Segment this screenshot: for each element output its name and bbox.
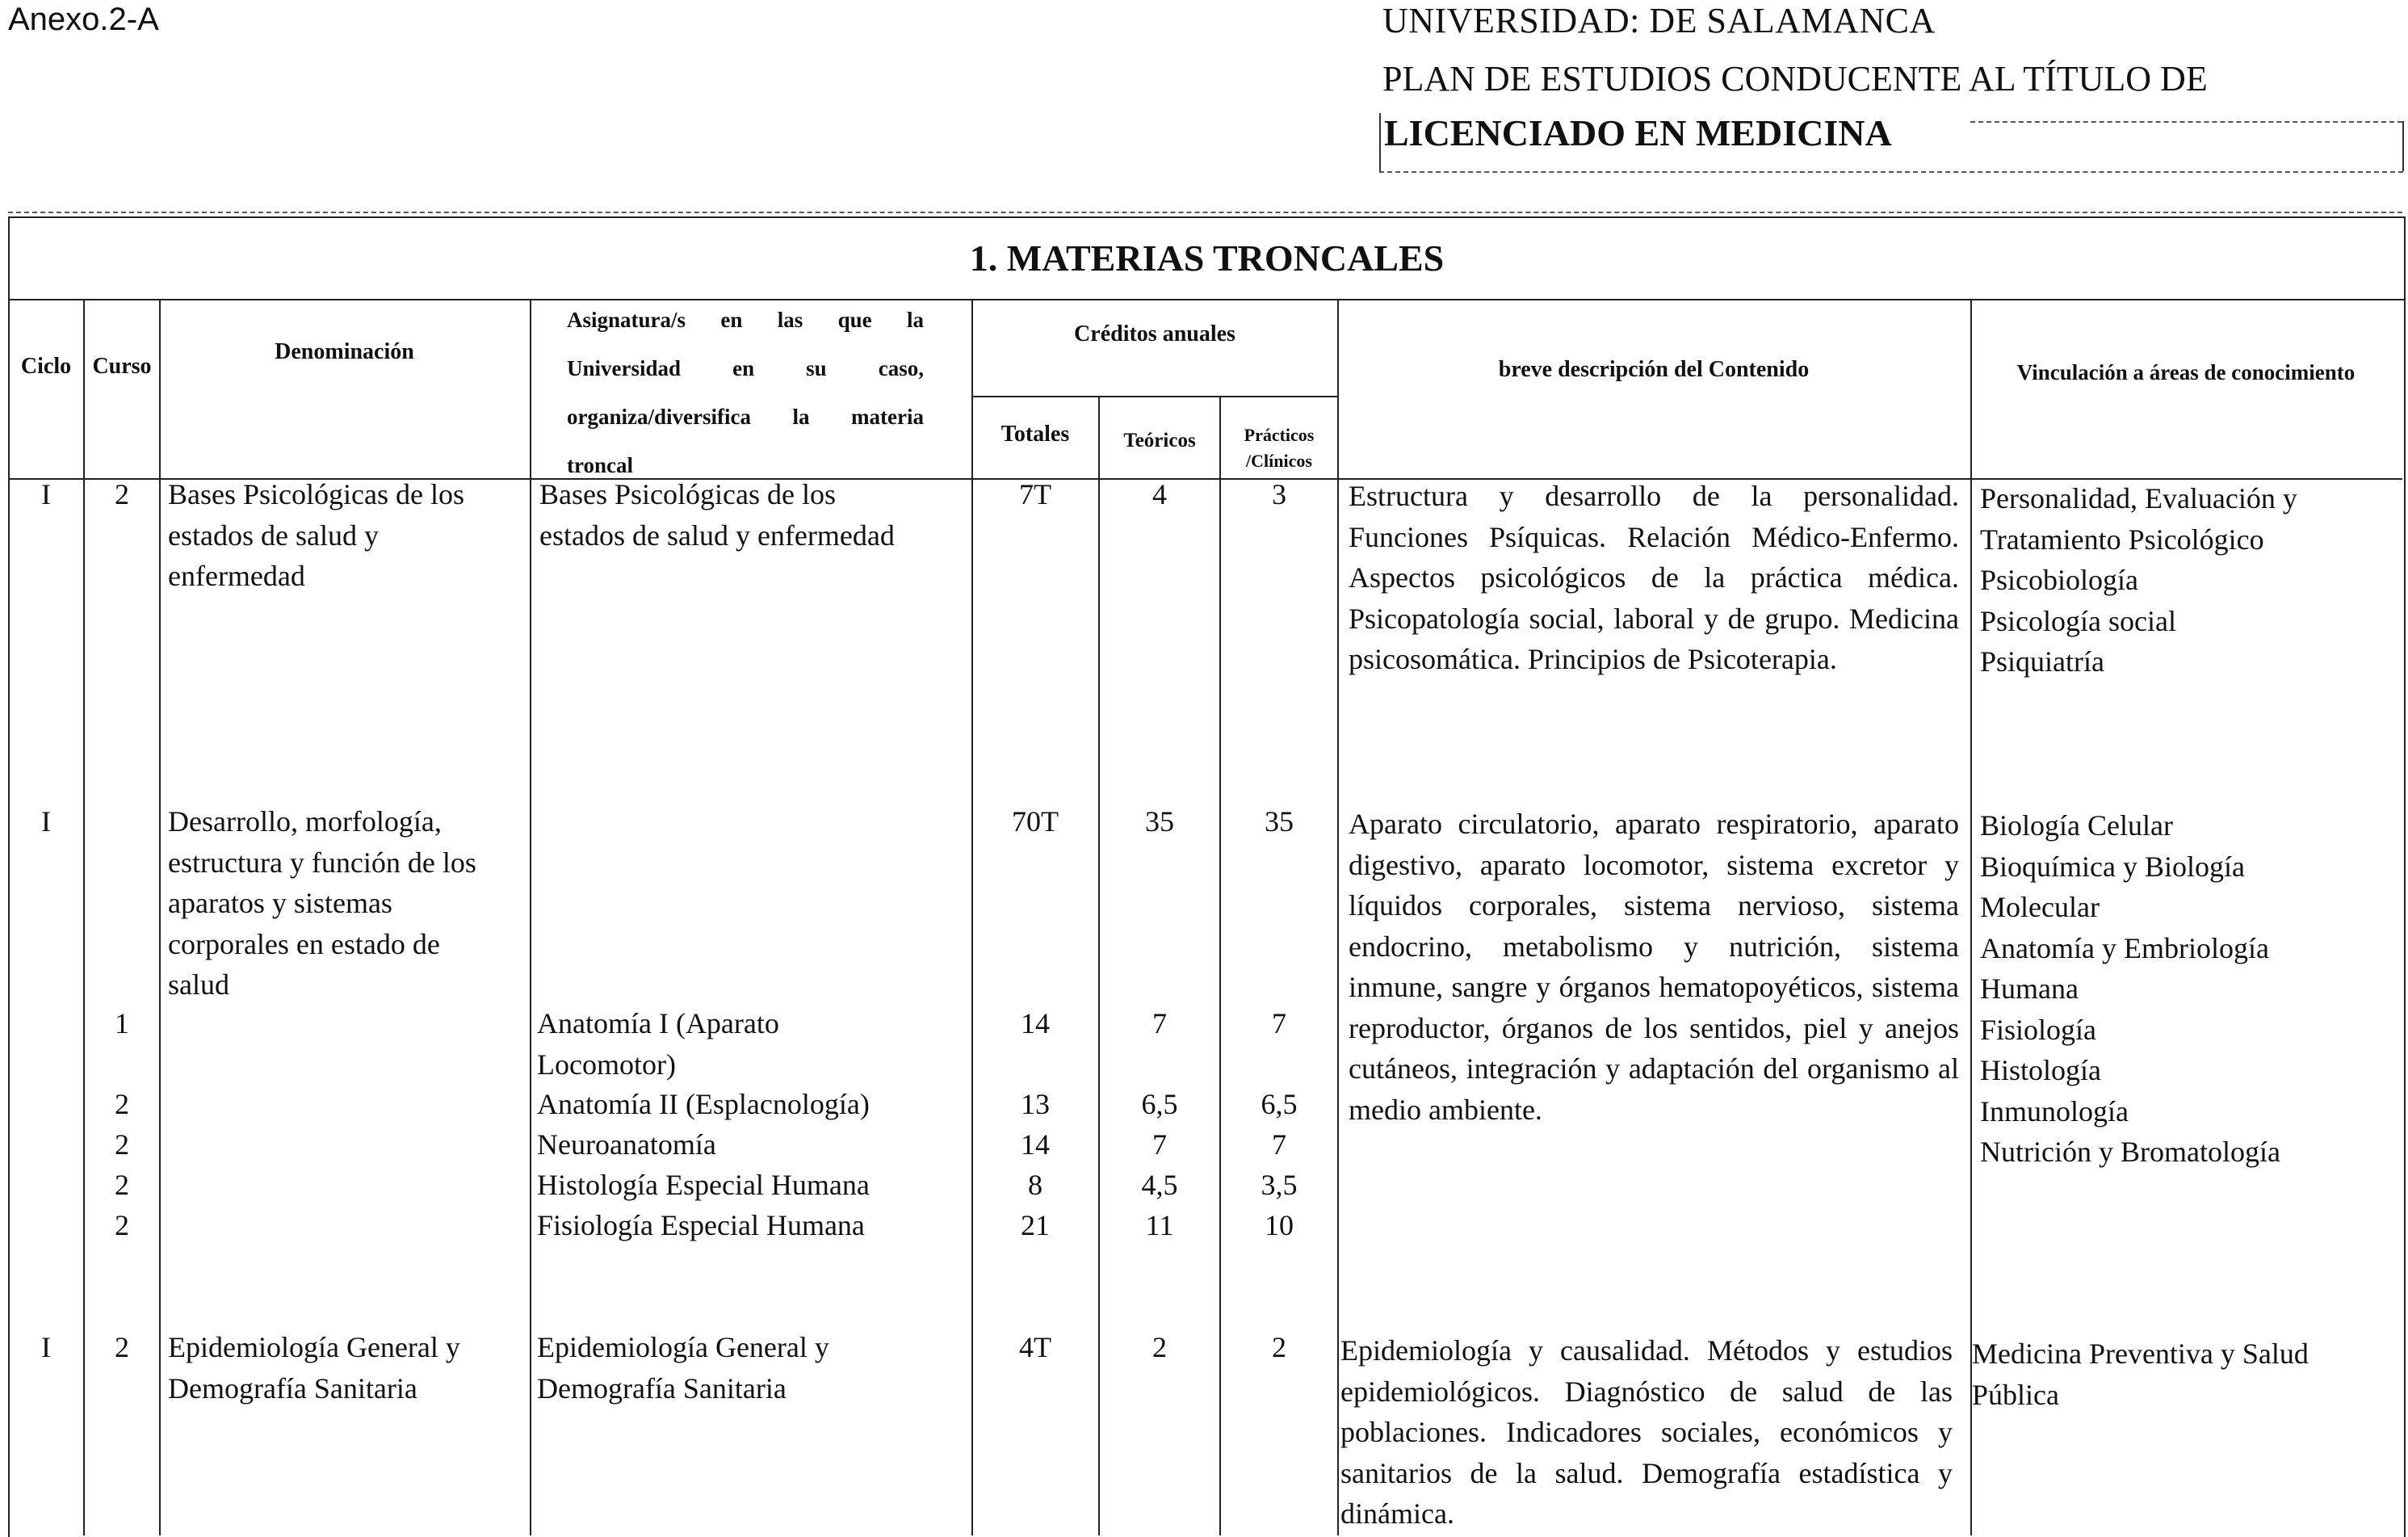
row2-area-7: Histología [1980, 1054, 2101, 1086]
header-asignaturas-line4: troncal [567, 453, 633, 477]
sub3-totales: 14 [1021, 1128, 1050, 1161]
row3-curso: 2 [115, 1331, 129, 1363]
sub1-teoricos: 7 [1152, 1007, 1167, 1039]
header-asignaturas-line2: Universidad en su caso, [567, 356, 924, 380]
row1-curso: 2 [115, 478, 129, 510]
sub2-asignatura: Anatomía II (Esplacnología) [537, 1088, 870, 1120]
header-vinculacion: Vinculación a áreas de conocimiento [2016, 360, 2356, 384]
row2-denominacion [168, 801, 528, 1006]
sub1-curso: 1 [115, 1007, 129, 1039]
row3-areas [1972, 1333, 2400, 1415]
row2-descripcion: Aparato circulatorio, aparato respiratorio, aparato digestivo, aparato locomotor, sistema excretor y líquidos corporales, sistema nervioso, sistema endocrino, metabolismo y nutrición, sistema inmune, sangre y órganos hematopoyéticos, sistema reproductor, órganos de los sentidos, piel y anejos cutáneos, integración y adaptación del organismo al medio ambiente. [1349, 808, 1959, 1126]
row1-denominacion-line1: Bases Psicológicas de los [168, 478, 464, 510]
row2-area-3: Molecular [1980, 891, 2100, 923]
sub4-teoricos: 4,5 [1141, 1169, 1178, 1201]
row2-area-6: Fisiología [1980, 1013, 2097, 1046]
header-creditos-anuales: Créditos anuales [1074, 321, 1235, 346]
header-asignaturas-line1: Asignatura/s en las que la [567, 308, 924, 332]
annex-label: Anexo.2-A [8, 2, 159, 37]
row3-descripcion: Epidemiología y causalidad. Métodos y estudios epidemiológicos. Diagnóstico de salud de las poblaciones. Indicadores sociales, económicos y sanitarios de la salud. Demografía estadística y dinámica. [1340, 1334, 1953, 1530]
row3-asignatura-line2: Demografía Sanitaria [537, 1371, 787, 1405]
row3-teoricos: 2 [1152, 1331, 1167, 1363]
row2-areas [1980, 805, 2400, 1173]
row2-denominacion-line1: Desarrollo, morfología, [168, 805, 442, 838]
row1-area-5: Psiquiatría [1980, 645, 2104, 678]
col-divider-denominacion [530, 299, 531, 1535]
row3-asignatura [537, 1327, 969, 1409]
row2-area-9: Nutrición y Bromatología [1980, 1136, 2280, 1168]
row1-ciclo: I [41, 478, 51, 510]
header-descripcion: breve descripción del Contenido [1498, 357, 1810, 382]
section-title: 1. MATERIAS TRONCALES [8, 216, 2406, 299]
row3-practicos: 2 [1272, 1331, 1286, 1363]
row2-totales: 70T [1012, 805, 1059, 838]
sub3-curso: 2 [115, 1128, 129, 1161]
row3-totales: 4T [1019, 1331, 1051, 1363]
header-teoricos: Teóricos [1123, 430, 1196, 451]
row2-area-8: Inmunología [1980, 1094, 2129, 1128]
sub4-totales: 8 [1028, 1169, 1042, 1201]
header-practicos-line2: /Clínicos [1246, 451, 1312, 471]
page-divider [8, 212, 2402, 213]
header-asignaturas-line3: organiza/diversifica la materia [567, 405, 924, 429]
row3-denominacion [168, 1327, 528, 1409]
row3-asignatura-line1: Epidemiología General y [537, 1331, 829, 1363]
sub5-teoricos: 11 [1145, 1209, 1174, 1241]
col-divider-curso [159, 299, 161, 1535]
row1-area-4: Psicología social [1980, 604, 2176, 637]
creditos-subheader-line [971, 396, 1337, 397]
row2-area-1: Biología Celular [1980, 809, 2173, 842]
sub4-curso: 2 [115, 1169, 129, 1201]
header-curso: Curso [92, 354, 152, 379]
sub1-practicos: 7 [1272, 1007, 1286, 1039]
sub5-curso: 2 [115, 1209, 129, 1241]
sub2-curso: 2 [115, 1088, 129, 1120]
row1-totales: 7T [1019, 478, 1051, 510]
row2-denominacion-line3: aparatos y sistemas [168, 887, 392, 919]
sub5-totales: 21 [1021, 1209, 1050, 1241]
row3-ciclo: I [41, 1331, 51, 1363]
header-asignaturas [567, 296, 924, 489]
title-box-bottom-border [1379, 171, 2403, 173]
sub1-asignatura-line1: Anatomía I (Aparato [537, 1007, 779, 1039]
title-box-top-border [1970, 121, 2402, 123]
row1-asignatura-line2: estados de salud y enfermedad [539, 519, 895, 552]
sub4-practicos: 3,5 [1261, 1169, 1298, 1201]
header-ciclo: Ciclo [20, 354, 72, 379]
row1-asignatura-line1: Bases Psicológicas de los [539, 478, 836, 510]
row3-denominacion-line1: Epidemiología General y [168, 1331, 460, 1363]
row1-denominacion [168, 474, 528, 597]
row1-asignatura [539, 474, 969, 556]
row3-area-2: Pública [1972, 1378, 2059, 1411]
sub3-practicos: 7 [1272, 1128, 1286, 1161]
row1-denominacion-line2: estados de salud y [168, 519, 379, 552]
row2-area-5: Humana [1980, 972, 2079, 1005]
row1-area-1: Personalidad, Evaluación y [1980, 482, 2297, 514]
sub3-teoricos: 7 [1152, 1128, 1167, 1161]
university-name: UNIVERSIDAD: DE SALAMANCA [1382, 1, 1936, 40]
header-denominacion: Denominación [275, 339, 414, 364]
sub5-practicos: 10 [1265, 1209, 1294, 1241]
col-divider-creditos [1337, 299, 1339, 1535]
degree-title: LICENCIADO EN MEDICINA [1384, 112, 1892, 153]
title-box-left-border [1379, 113, 1381, 171]
sub5-asignatura: Fisiología Especial Humana [537, 1209, 865, 1241]
row2-denominacion-line4: corporales en estado de [168, 927, 440, 960]
row3-denominacion-line2: Demografía Sanitaria [168, 1371, 417, 1405]
plan-title: PLAN DE ESTUDIOS CONDUCENTE AL TÍTULO DE [1382, 59, 2208, 99]
header-practicos-line1: Prácticos [1244, 425, 1315, 445]
title-box-right-border [2402, 121, 2404, 171]
sub1-asignatura [537, 1003, 969, 1085]
sub1-totales: 14 [1021, 1007, 1050, 1039]
row1-denominacion-line3: enfermedad [168, 560, 305, 592]
header-totales: Totales [1001, 422, 1070, 447]
sub2-practicos: 6,5 [1261, 1088, 1298, 1120]
sub2-totales: 13 [1021, 1088, 1050, 1120]
sub1-asignatura-line2: Locomotor) [537, 1048, 676, 1081]
row1-practicos: 3 [1272, 478, 1286, 510]
row1-descripcion: Estructura y desarrollo de la personalidad. Funciones Psíquicas. Relación Médico-Enfermo. Aspectos psicológicos de la práctica médica. Psicopatología social, laboral y de grupo. Medicina psicosomática. Principios de Psicoterapia. [1349, 480, 1959, 675]
row2-area-2: Bioquímica y Biología [1980, 850, 2245, 883]
row1-teoricos: 4 [1152, 478, 1167, 510]
row2-ciclo: I [41, 805, 51, 838]
row2-denominacion-line5: salud [168, 968, 229, 1001]
row1-areas [1980, 478, 2400, 682]
sub2-teoricos: 6,5 [1141, 1088, 1178, 1120]
sub4-asignatura: Histología Especial Humana [537, 1169, 870, 1201]
row3-area-1: Medicina Preventiva y Salud [1972, 1338, 2309, 1370]
row2-area-4: Anatomía y Embriología [1980, 931, 2269, 964]
row1-area-2: Tratamiento Psicológico [1980, 523, 2264, 556]
row2-practicos: 35 [1265, 805, 1294, 838]
row2-denominacion-line2: estructura y función de los [168, 846, 476, 879]
row2-teoricos: 35 [1145, 805, 1174, 838]
row1-area-3: Psicobiología [1980, 564, 2138, 596]
sub3-asignatura: Neuroanatomía [537, 1128, 716, 1161]
